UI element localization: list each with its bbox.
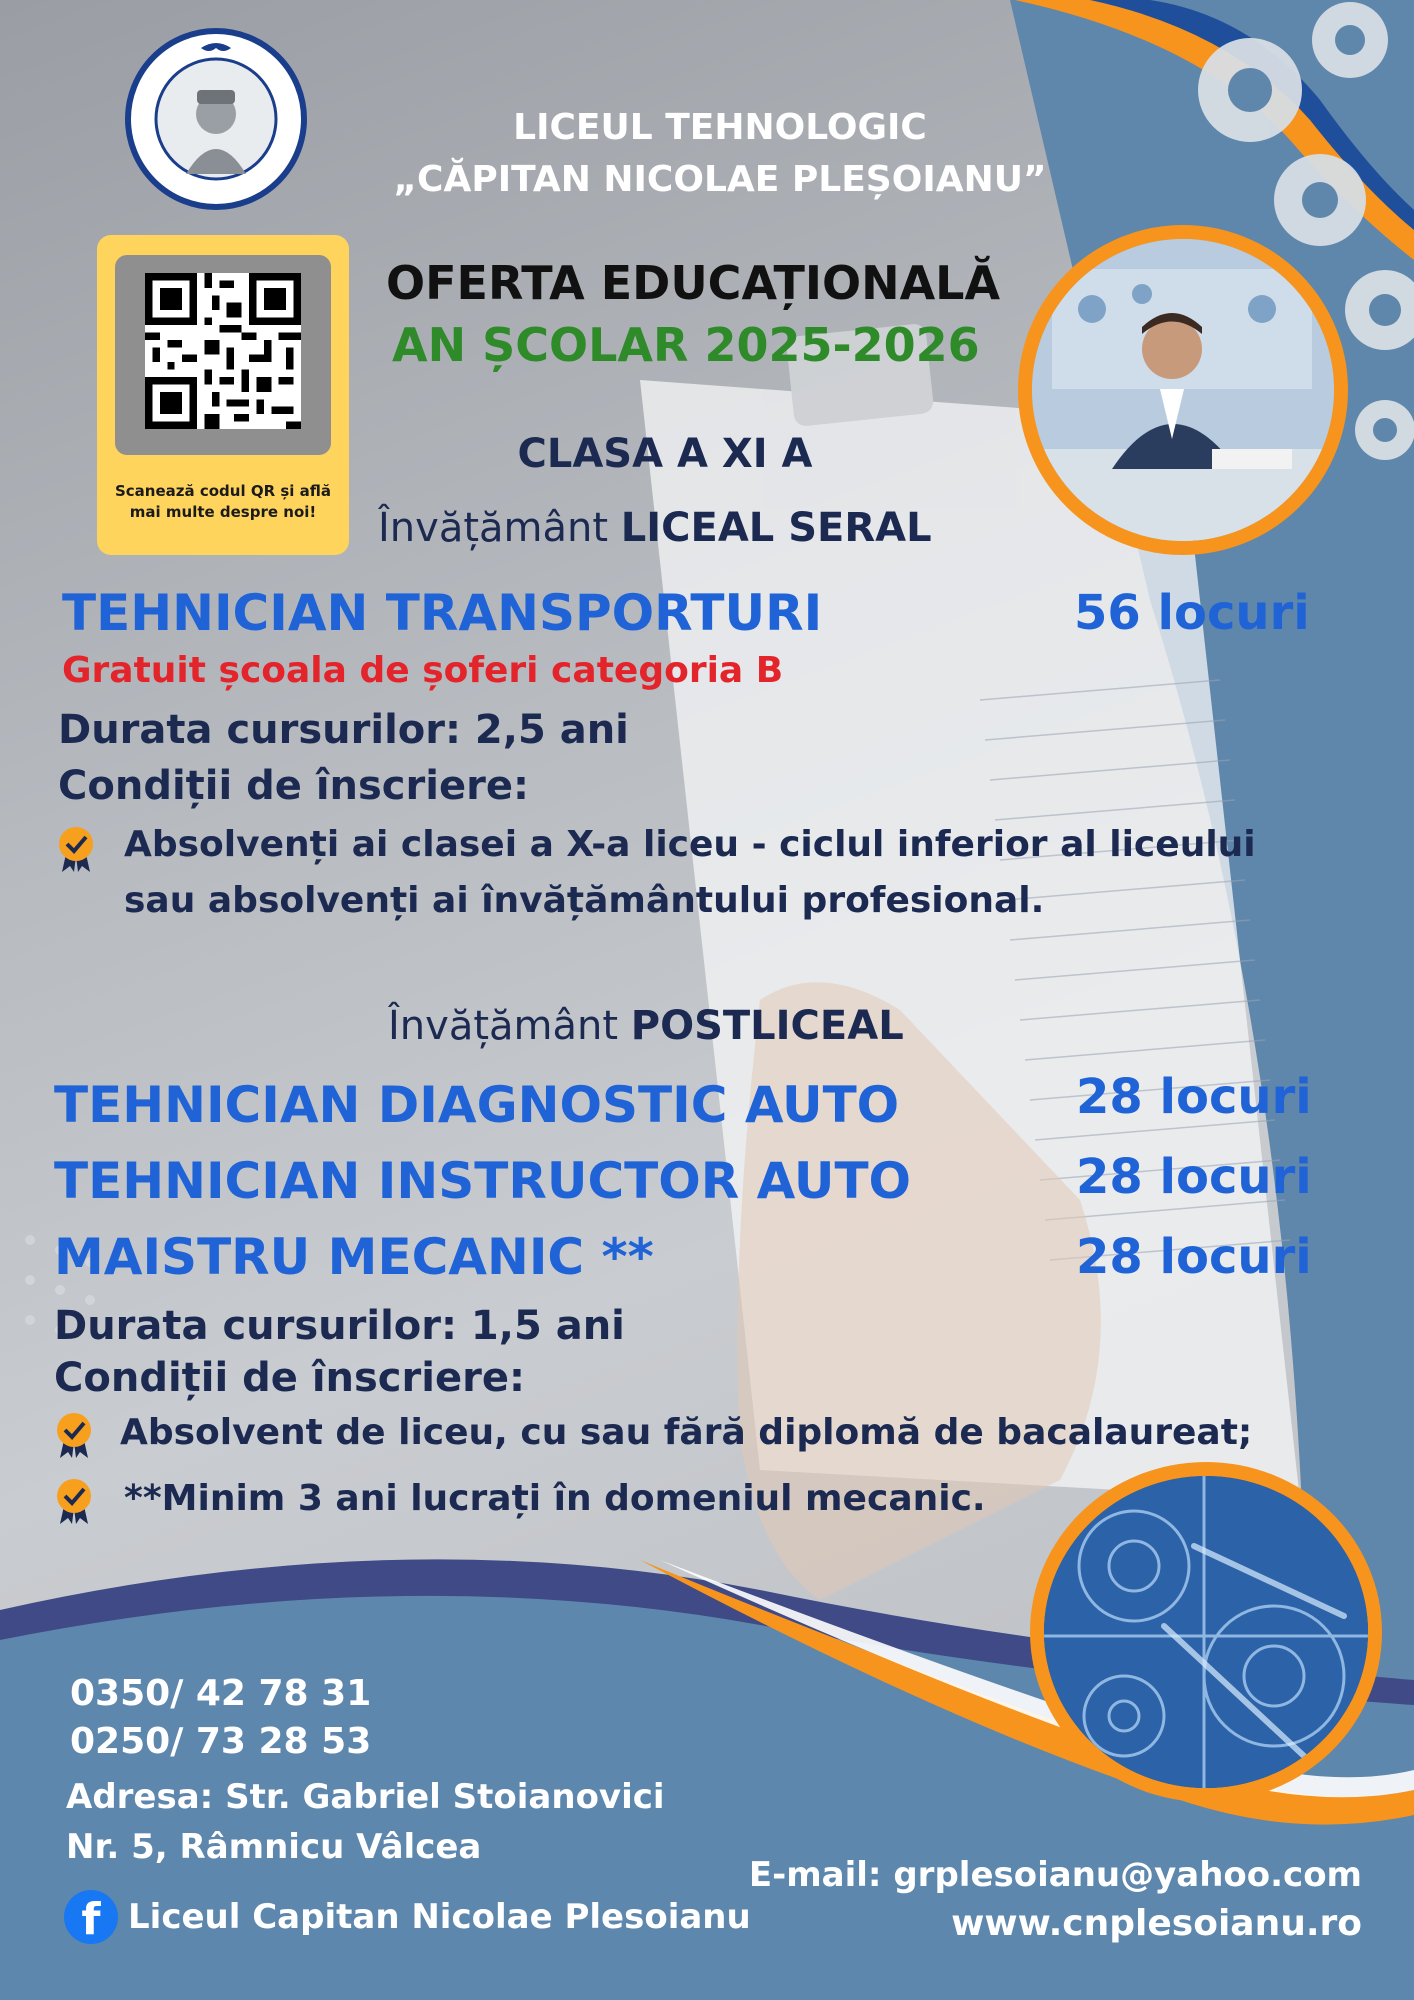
qr-card xyxy=(97,235,349,555)
medal-check-icon xyxy=(54,1478,94,1526)
places-diagnostic: 28 locuri xyxy=(1076,1069,1312,1125)
postliceal-condition-1: Absolvent de liceu, cu sau fără diplomă de bacalaureat; xyxy=(120,1412,1253,1453)
postliceal-condition-2: **Minim 3 ani lucrați în domeniul mecanic. xyxy=(124,1478,986,1519)
seral-duration: Durata cursurilor: 2,5 ani xyxy=(58,707,629,753)
facebook-link[interactable]: Liceul Capitan Nicolae Plesoianu xyxy=(128,1897,751,1937)
phone-1[interactable]: 0350/ 42 78 31 xyxy=(70,1673,372,1714)
places-mechanic: 28 locuri xyxy=(1076,1229,1312,1285)
qr-code-icon[interactable] xyxy=(145,273,301,429)
postliceal-type xyxy=(388,1000,988,1052)
postliceal-type-prefix: Învățământ xyxy=(388,1003,631,1049)
program-diagnostic: TEHNICIAN DIAGNOSTIC AUTO xyxy=(54,1076,900,1134)
postliceal-duration: Durata cursurilor: 1,5 ani xyxy=(54,1303,625,1349)
medal-check-icon xyxy=(56,826,96,874)
gears-illustration xyxy=(1030,1462,1382,1802)
address-line2: Nr. 5, Râmnicu Vâlcea xyxy=(66,1827,482,1867)
seral-type-prefix: Învățământ xyxy=(378,505,621,551)
email-link[interactable]: E-mail: grplesoianu@yahoo.com xyxy=(748,1855,1362,1895)
specialization-transport: TEHNICIAN TRANSPORTURI xyxy=(62,584,823,642)
facebook-icon[interactable]: f xyxy=(64,1890,118,1944)
school-logo xyxy=(125,28,307,210)
seral-type-name: LICEAL SERAL xyxy=(620,505,932,551)
qr-frame xyxy=(115,255,331,455)
website-link[interactable]: www.cnplesoianu.ro xyxy=(951,1903,1362,1944)
places-instructor: 28 locuri xyxy=(1076,1149,1312,1205)
program-mechanic: MAISTRU MECANIC ** xyxy=(54,1228,654,1286)
seral-condition-line1: Absolvenți ai clasei a X-a liceu - ciclul inferior al liceului xyxy=(124,824,1256,865)
seral-condition-line2: sau absolvenți ai învățământului profesional. xyxy=(124,880,1045,921)
offer-year: AN ȘCOLAR 2025-2026 xyxy=(392,318,980,372)
offer-title: OFERTA EDUCAȚIONALĂ xyxy=(386,256,1001,310)
qr-caption-line1: Scanează codul QR și află xyxy=(114,482,332,500)
medal-check-icon xyxy=(54,1412,94,1460)
program-instructor: TEHNICIAN INSTRUCTOR AUTO xyxy=(54,1152,912,1210)
class-label: CLASA A XI A xyxy=(517,431,813,477)
qr-caption xyxy=(103,481,343,523)
qr-caption-line2: mai multe despre noi! xyxy=(129,503,317,521)
seral-conditions-label: Condiții de înscriere: xyxy=(58,763,529,809)
postliceal-type-name: POSTLICEAL xyxy=(630,1003,904,1049)
postliceal-conditions-label: Condiții de înscriere: xyxy=(54,1355,525,1401)
seral-type xyxy=(378,502,1078,554)
school-name-line2: „CĂPITAN NICOLAE PLEȘOIANU” xyxy=(393,159,1047,200)
phone-2[interactable]: 0250/ 73 28 53 xyxy=(70,1721,372,1762)
school-name-line1: LICEUL TEHNOLOGIC xyxy=(513,107,927,148)
places-transport: 56 locuri xyxy=(1074,585,1310,641)
driving-school-bonus: Gratuit școala de șoferi categoria B xyxy=(62,650,784,691)
address-line1: Adresa: Str. Gabriel Stoianovici xyxy=(66,1777,665,1817)
